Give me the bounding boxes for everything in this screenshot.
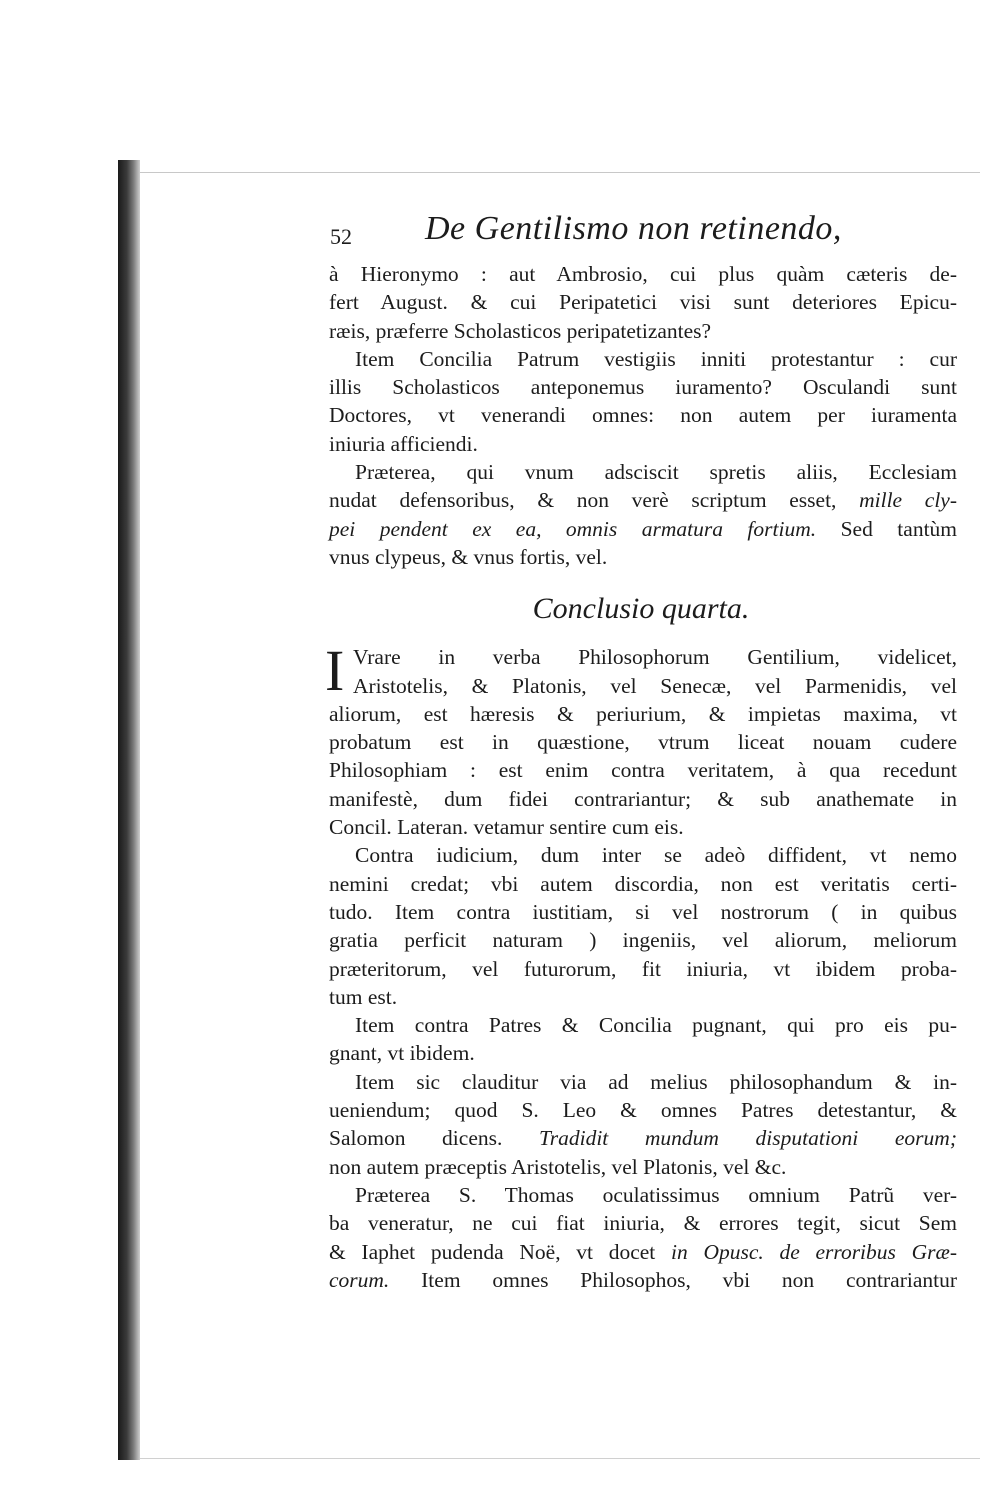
italic-citation: in Opusc. de erroribus Græ- <box>671 1239 957 1264</box>
text-line: non autem præceptis Aristotelis, vel Platonis, vel &c. <box>329 1154 787 1179</box>
page-bottom-edge <box>140 1458 980 1459</box>
italic-citation: corum. <box>329 1267 390 1292</box>
paragraph-8 <box>325 1181 957 1294</box>
text-line: gnant, vt ibidem. <box>329 1041 475 1066</box>
paragraph-1 <box>325 260 957 345</box>
text-line: Doctores, vt venerandi omnes: non autem per iuramenta <box>329 403 957 428</box>
text-line: præteritorum, vel futurorum, fit iniuria, vt ibidem proba- <box>329 956 957 981</box>
text-line: Philosophiam : est enim contra veritatem, à qua recedunt <box>329 758 957 783</box>
paragraph-6 <box>325 1011 957 1068</box>
running-title: De Gentilismo non retinendo, <box>425 210 842 247</box>
italic-quotation: Tradidit mundum disputationi eorum; <box>538 1126 957 1151</box>
section-heading: Conclusio quarta. <box>532 592 750 626</box>
text-line: gratia perficit naturam ) ingeniis, vel aliorum, meliorum <box>329 928 957 953</box>
text-line: Item contra Patres & Concilia pugnant, qui pro eis pu- <box>355 1013 957 1038</box>
text-line: Præterea, qui vnum adsciscit spretis aliis, Ecclesiam <box>355 460 957 485</box>
italic-quotation: mille cly- <box>859 488 957 513</box>
drop-cap-initial: I <box>325 638 345 704</box>
text-line: probatum est in quæstione, vtrum liceat nouam cudere <box>329 730 957 755</box>
text-line: Præterea S. Thomas oculatissimus omnium Patrũ ver- <box>355 1182 957 1207</box>
text-line: iniuria afficiendi. <box>329 431 478 456</box>
page-number: 52 <box>330 224 352 249</box>
text-span: nudat defensoribus, & non verè scriptum esset, <box>329 488 837 513</box>
text-line: Aristotelis, & Platonis, vel Senecæ, vel Parmenidis, vel <box>353 673 957 698</box>
text-line <box>325 486 957 514</box>
text-line <box>325 1266 957 1294</box>
text-line: Concil. Lateran. vetamur sentire cum eis. <box>329 815 684 840</box>
text-span: & Iaphet pudenda Noë, vt docet <box>329 1239 656 1264</box>
paragraph-5 <box>325 841 957 1011</box>
text-line: Vrare in verba Philosophorum Gentilium, videlicet, <box>353 645 957 670</box>
text-line: tudo. Item contra iustitiam, si vel nostrorum ( in quibus <box>329 899 957 924</box>
paragraph-2 <box>325 345 957 458</box>
text-line: Item sic clauditur via ad melius philosophandum & in- <box>355 1069 957 1094</box>
text-line: Contra iudicium, dum inter se adeò diffident, vt nemo <box>355 843 957 868</box>
text-line: illis Scholasticos anteponemus iuramento? Osculandi sunt <box>329 375 957 400</box>
text-line: tum est. <box>329 984 398 1009</box>
text-span: Sed tantùm <box>840 516 958 541</box>
text-line: ræis, præferre Scholasticos peripatetizantes? <box>329 318 712 343</box>
italic-quotation: pei pendent ex ea, omnis armatura fortium. <box>329 516 817 541</box>
paragraph-7 <box>325 1068 957 1181</box>
text-line: aliorum, est hæresis & periurium, & impietas maxima, vt <box>329 701 957 726</box>
text-line <box>325 515 957 543</box>
text-line: à Hieronymo : aut Ambrosio, cui plus quàm cæteris de- <box>329 262 957 286</box>
text-span: Item omnes Philosophos, vbi non contrariantur <box>421 1267 958 1292</box>
text-line: ueniendum; quod S. Leo & omnes Patres detestantur, & <box>329 1098 957 1123</box>
text-line: nemini credat; vbi autem discordia, non est veritatis certi- <box>329 871 957 896</box>
text-line <box>325 1238 957 1266</box>
text-line: fert August. & cui Peripatetici visi sunt deteriores Epicu- <box>329 290 957 315</box>
paragraph-3 <box>325 458 957 571</box>
page-top-edge <box>140 172 980 173</box>
page-text-block <box>325 210 957 1294</box>
running-head <box>325 210 957 258</box>
text-line: Item Concilia Patrum vestigiis inniti protestantur : cur <box>355 346 957 371</box>
book-gutter-shadow <box>118 160 140 1460</box>
text-line: ba veneratur, ne cui fiat iniuria, & errores tegit, sicut Sem <box>329 1211 957 1236</box>
text-span: Salomon dicens. <box>329 1126 503 1151</box>
text-line <box>325 1124 957 1152</box>
text-line: manifestè, dum fidei contrariantur; & sub anathemate in <box>329 786 957 811</box>
conclusio-paragraph <box>325 638 957 841</box>
text-line: vnus clypeus, & vnus fortis, vel. <box>329 544 608 569</box>
